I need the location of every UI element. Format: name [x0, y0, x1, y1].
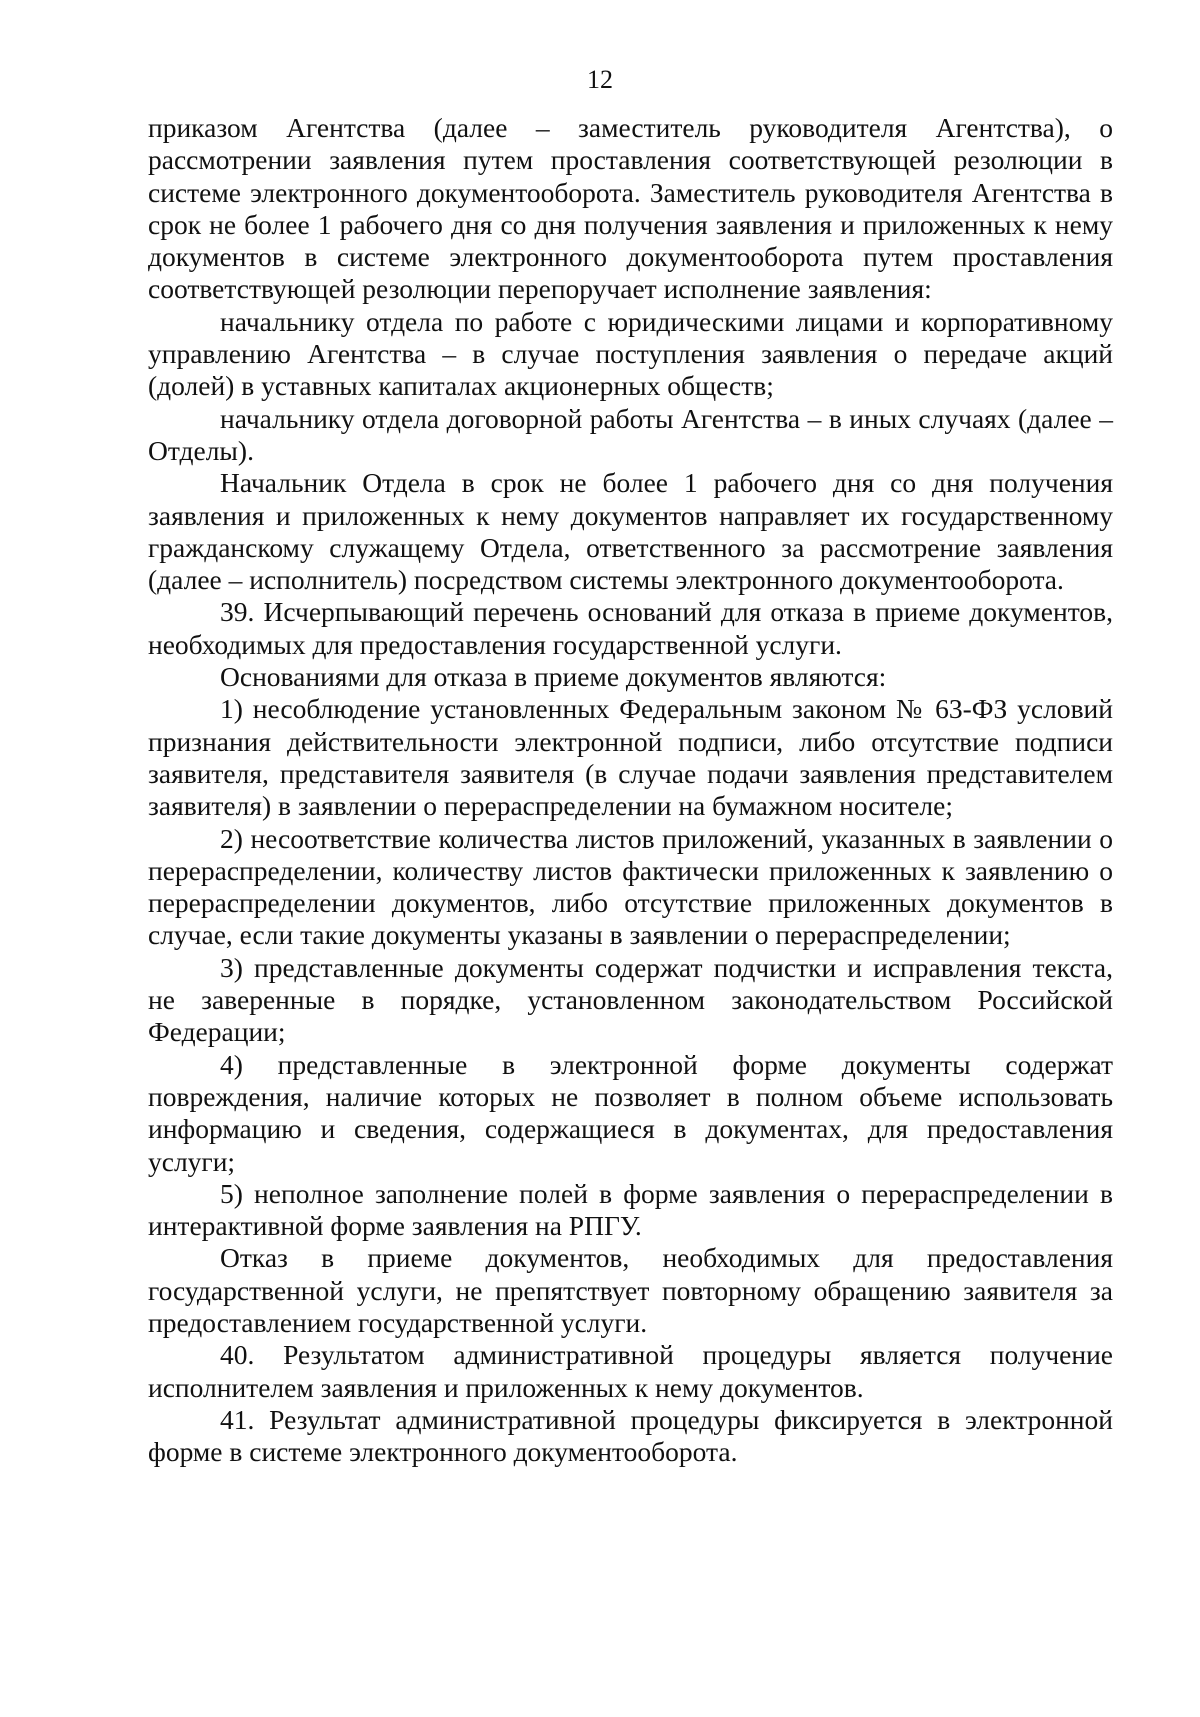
paragraph-item-41: 41. Результат административной процедуры фиксируется в электронной форме в системе электронного документооборота.	[148, 1403, 1113, 1468]
paragraph-legal-entities-department: начальнику отдела по работе с юридическими лицами и корпоративному управлению Агентства – в случае поступления заявления о передаче акций (долей) в уставных капиталах акционерных обществ;	[148, 305, 1113, 402]
paragraph-department-head: Начальник Отдела в срок не более 1 рабочего дня со дня получения заявления и приложенных к нему документов направляет их государственному гражданскому служащему Отдела, ответственного за рассмотрение заявления (далее – исполнитель) посредством системы электронного документооборота.	[148, 467, 1113, 596]
paragraph-item-40: 40. Результатом административной процедуры является получение исполнителем заявления и приложенных к нему документов.	[148, 1339, 1113, 1403]
paragraph-grounds-intro: Основаниями для отказа в приеме документов являются:	[220, 661, 887, 693]
paragraph-continuation: приказом Агентства (далее – заместитель руководителя Агентства), о рассмотрении заявления путем проставления соответствующей резолюции в системе электронного документооборота. Заместитель руководителя Агентства в срок не более 1 рабочего дня со дня получения заявления и приложенных к нему документов в системе электронного документооборота путем проставления соответствующей резолюции перепоручает исполнение заявления:	[148, 112, 1113, 305]
paragraph-ground-5: 5) неполное заполнение полей в форме заявления о перераспределении в интерактивной форме заявления на РПГУ.	[148, 1177, 1113, 1242]
paragraph-ground-2: 2) несоответствие количества листов приложений, указанных в заявлении о перераспределении, количеству листов фактически приложенных к заявлению о перераспределении документов, либо отсутствие приложенных документов в случае, если такие документы указаны в заявлении о перераспределении;	[148, 822, 1113, 951]
paragraph-refusal-note: Отказ в приеме документов, необходимых для предоставления государственной услуги, не препятствует повторному обращению заявителя за предоставлением государственной услуги.	[148, 1242, 1113, 1338]
page-number: 12	[587, 65, 613, 94]
document-body	[148, 112, 1113, 1468]
paragraph-ground-3: 3) представленные документы содержат подчистки и исправления текста, не заверенные в порядке, установленном законодательством Российской Федерации;	[148, 951, 1113, 1048]
paragraph-contract-department: начальнику отдела договорной работы Агентства – в иных случаях (далее – Отделы).	[148, 402, 1113, 466]
paragraph-item-39: 39. Исчерпывающий перечень оснований для отказа в приеме документов, необходимых для предоставления государственной услуги.	[148, 596, 1113, 660]
paragraph-ground-4: 4) представленные в электронной форме документы содержат повреждения, наличие которых не позволяет в полном объеме использовать информацию и сведения, содержащиеся в документах, для предоставления услуги;	[148, 1048, 1113, 1177]
paragraph-ground-1: 1) несоблюдение установленных Федеральным законом № 63-ФЗ условий признания действительности электронной подписи, либо отсутствие подписи заявителя, представителя заявителя (в случае подачи заявления представителем заявителя) в заявлении о перераспределении на бумажном носителе;	[148, 693, 1113, 822]
